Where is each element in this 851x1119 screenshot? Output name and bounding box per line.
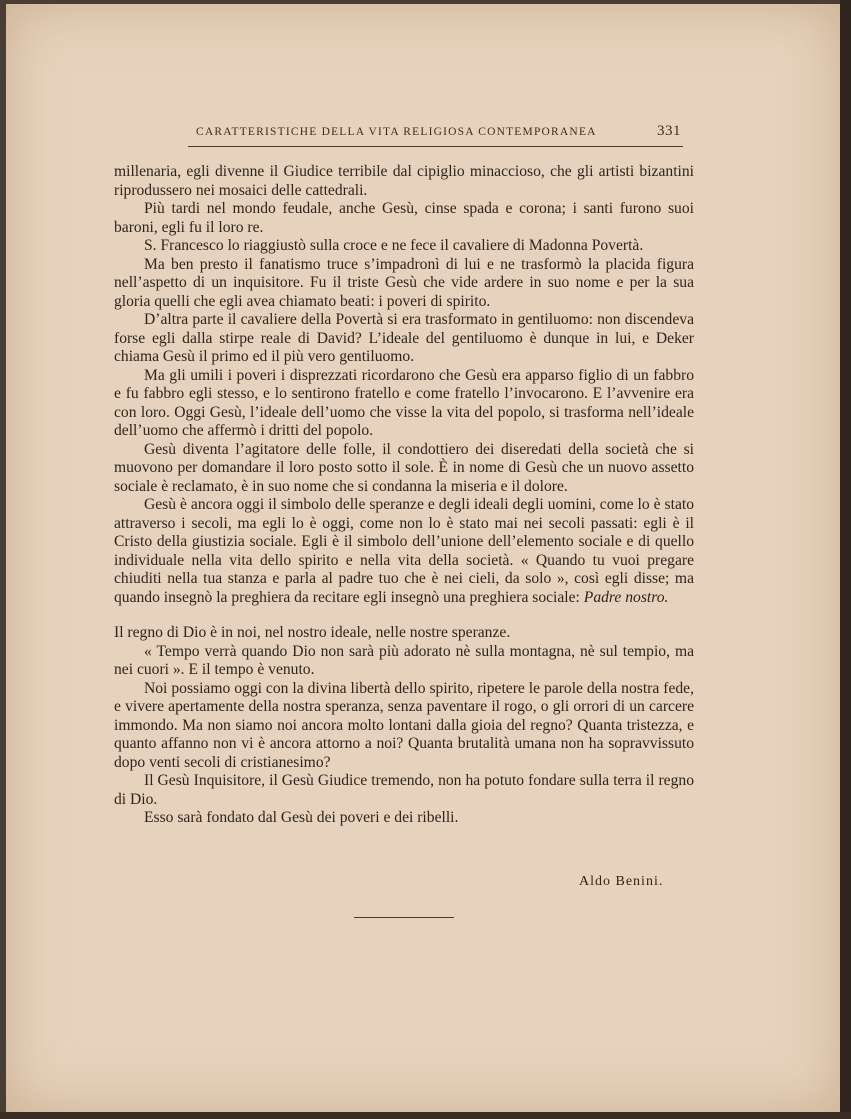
paragraph: Ma gli umili i poveri i disprezzati ricordarono che Gesù era apparso figlio di un fabbro e fu fabbro egli stesso, e lo sentirono fratello e come fratello l’invocarono. E l’avvenire era con loro. Oggi Gesù, l’ideale dell’uomo che visse la vita del popolo, si trasforma nell’ideale dell’uomo che affermò i dritti del popolo. — [114, 366, 694, 439]
header-rule — [188, 146, 683, 147]
paragraph: Il regno di Dio è in noi, nel nostro ideale, nelle nostre speranze. — [114, 624, 511, 641]
italic-phrase: Padre nostro. — [583, 588, 669, 606]
paragraph-with-italic — [114, 496, 694, 607]
end-rule — [354, 917, 454, 918]
running-title: CARATTERISTICHE DELLA VITA RELIGIOSA CONTEMPORANEA — [196, 126, 597, 138]
paragraph: Noi possiamo oggi con la divina libertà dello spirito, ripetere le parole della nostra fede, e vivere apertamente della nostra speranza, senza paventare il rogo, o gli orrori di un carcere immondo. Ma non siamo noi ancora molto lontani dalla gioia del regno? Quanta tristezza, e quanto affanno non vi è ancora attorno a noi? Quanta brutalità umana non ha sopravvissuto dopo venti secoli di cristianesimo? — [114, 679, 694, 771]
section-gap — [114, 607, 694, 624]
paragraph: Il Gesù Inquisitore, il Gesù Giudice tremendo, non ha potuto fondare sulla terra il regno di Dio. — [114, 772, 694, 808]
paragraph-text: Gesù è ancora oggi il simbolo delle speranze e degli ideali degli uomini, come lo è stato attraverso i secoli, ma egli lo è oggi, come non lo è stato mai nei secoli passati: egli è il Cristo della giustizia sociale. Egli è il simbolo dell’unione dell’elemento sociale e di quello individuale nella vita dello spirito e nella vita della società. « Quando tu vuoi pregare chiuditi nella tua stanza e parla al padre tuo che è nei cieli, da solo », così egli disse; ma quando insegnò la preghiera da recitare egli insegnò una preghiera sociale: — [114, 496, 694, 606]
page-bottom-edge — [0, 1112, 851, 1119]
author-signature: Aldo Benini. — [579, 874, 664, 889]
paragraph: Ma ben presto il fanatismo truce s’impadronì di lui e ne trasformò la placida figura nell’aspetto di un inquisitore. Fu il triste Gesù che vide ardere in suo nome e per la sua gloria quelli che egli avea chiamato beati: i poveri di spirito. — [114, 255, 694, 310]
article-body — [114, 163, 694, 828]
paragraph: Gesù diventa l’agitatore delle folle, il condottiero dei diseredati della società che si muovono per domandare il loro posto sotto il sole. È in nome di Gesù che un nuovo assetto sociale è reclamato, è in suo nome che si condanna la miseria e il dolore. — [114, 440, 694, 495]
paragraph: D’altra parte il cavaliere della Povertà si era trasformato in gentiluomo: non discendeva forse egli dalla stirpe reale di David? L’ideale del gentiluomo è dunque in lui, e Deker chiama Gesù il primo ed il più vero gentiluomo. — [114, 311, 694, 365]
paragraph: millenaria, egli divenne il Giudice terribile dal cipiglio minaccioso, che gli artisti bizantini riprodussero nei mosaici delle cattedrali. — [114, 163, 694, 199]
paragraph: Esso sarà fondato dal Gesù dei poveri e dei ribelli. — [144, 809, 459, 826]
page-number: 331 — [657, 123, 681, 139]
paragraph: Più tardi nel mondo feudale, anche Gesù, cinse spada e corona; i santi furono suoi baroni, egli fu il loro re. — [114, 200, 694, 236]
paragraph: « Tempo verrà quando Dio non sarà più adorato nè sulla montagna, nè sul tempio, ma nei cuori ». E il tempo è venuto. — [114, 642, 694, 678]
page-edge-shadow — [840, 0, 851, 1119]
paragraph: S. Francesco lo riaggiustò sulla croce e ne fece il cavaliere di Madonna Povertà. — [144, 237, 644, 254]
